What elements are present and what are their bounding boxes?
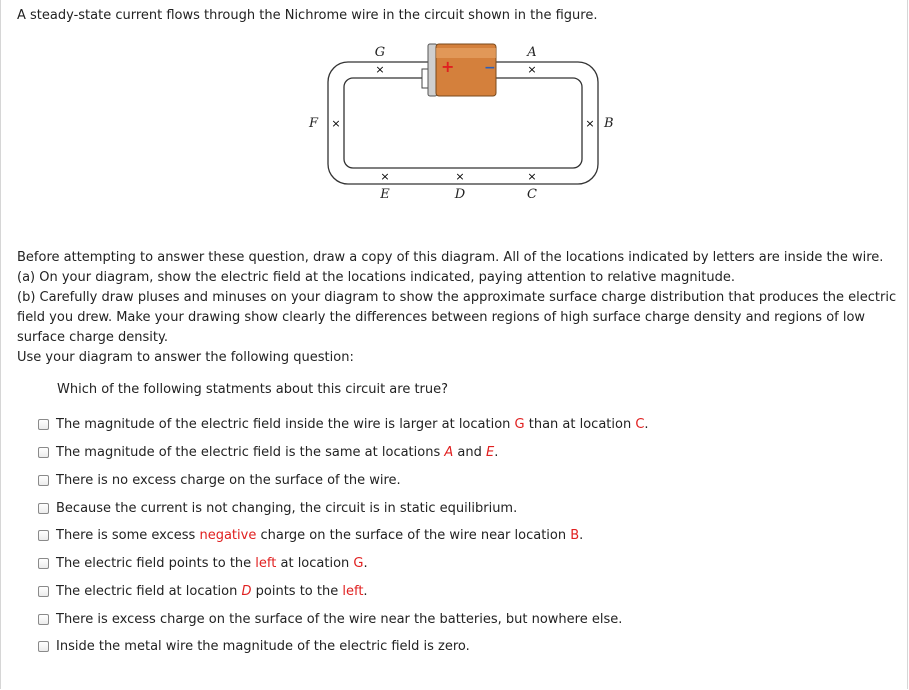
option-5-text: There is some excess negative charge on the surface of the wire near location B. (56, 527, 584, 543)
marker-e: × (380, 170, 390, 183)
marker-c: × (527, 170, 537, 183)
battery-minus: − (484, 60, 496, 76)
label-e: E (380, 187, 390, 202)
instruction-line-1: Before attempting to answer these question, draw a copy of this diagram. All of the locations indicated by letters are inside the wire. (17, 250, 884, 265)
option-1[interactable] (38, 415, 649, 433)
option-3-text: There is no excess charge on the surface of the wire. (56, 472, 401, 488)
circuit-diagram (300, 40, 630, 210)
label-f: F (308, 116, 318, 131)
option-6-text: The electric field points to the left at location G. (56, 555, 368, 571)
marker-a: × (527, 63, 537, 76)
marker-d: × (455, 170, 465, 183)
option-9-text: Inside the metal wire the magnitude of the electric field is zero. (56, 638, 470, 654)
label-d: D (454, 187, 466, 202)
option-9[interactable] (38, 637, 470, 655)
option-7-text: The electric field at location D points to the left. (56, 583, 368, 599)
option-1-text: The magnitude of the electric field inside the wire is larger at location G than at location C. (56, 416, 649, 432)
checkbox[interactable] (38, 641, 49, 652)
label-a: A (527, 45, 537, 60)
option-7[interactable] (38, 582, 368, 600)
option-5[interactable] (38, 526, 583, 544)
label-g: G (374, 45, 386, 60)
checkbox[interactable] (38, 447, 49, 458)
intro-text: A steady-state current flows through the Nichrome wire in the circuit shown in the figure. (17, 8, 598, 23)
option-8-text: There is excess charge on the surface of the wire near the batteries, but nowhere else. (56, 611, 623, 627)
battery (422, 44, 496, 96)
instruction-use-diagram: Use your diagram to answer the following question: (17, 350, 354, 365)
checkbox[interactable] (38, 558, 49, 569)
marker-g: × (375, 63, 385, 76)
checkbox[interactable] (38, 419, 49, 430)
checkbox[interactable] (38, 475, 49, 486)
instructions (17, 248, 905, 368)
checkbox[interactable] (38, 530, 49, 541)
checkbox[interactable] (38, 586, 49, 597)
option-2-text: The magnitude of the electric field is the same at locations A and E. (56, 444, 499, 460)
question-text: Which of the following statments about this circuit are true? (57, 382, 449, 397)
option-4-text: Because the current is not changing, the circuit is in static equilibrium. (56, 500, 518, 516)
option-4[interactable] (38, 499, 517, 517)
option-2[interactable] (38, 443, 498, 461)
option-3[interactable] (38, 471, 401, 489)
option-8[interactable] (38, 610, 622, 628)
marker-f: × (331, 117, 341, 130)
checkbox[interactable] (38, 503, 49, 514)
label-c: C (527, 187, 537, 202)
checkbox[interactable] (38, 614, 49, 625)
instruction-part-b: (b) Carefully draw pluses and minuses on your diagram to show the approximate surface charge distribution that produces the electric field you drew. Make your drawing show clearly the differences between regions of high surface charge density and regions of low surface charge density. (17, 290, 897, 345)
marker-b: × (585, 117, 595, 130)
option-6[interactable] (38, 554, 368, 572)
instruction-part-a: (a) On your diagram, show the electric field at the locations indicated, paying attention to relative magnitude. (17, 270, 735, 285)
label-b: B (604, 116, 614, 131)
battery-plus: + (441, 57, 455, 76)
